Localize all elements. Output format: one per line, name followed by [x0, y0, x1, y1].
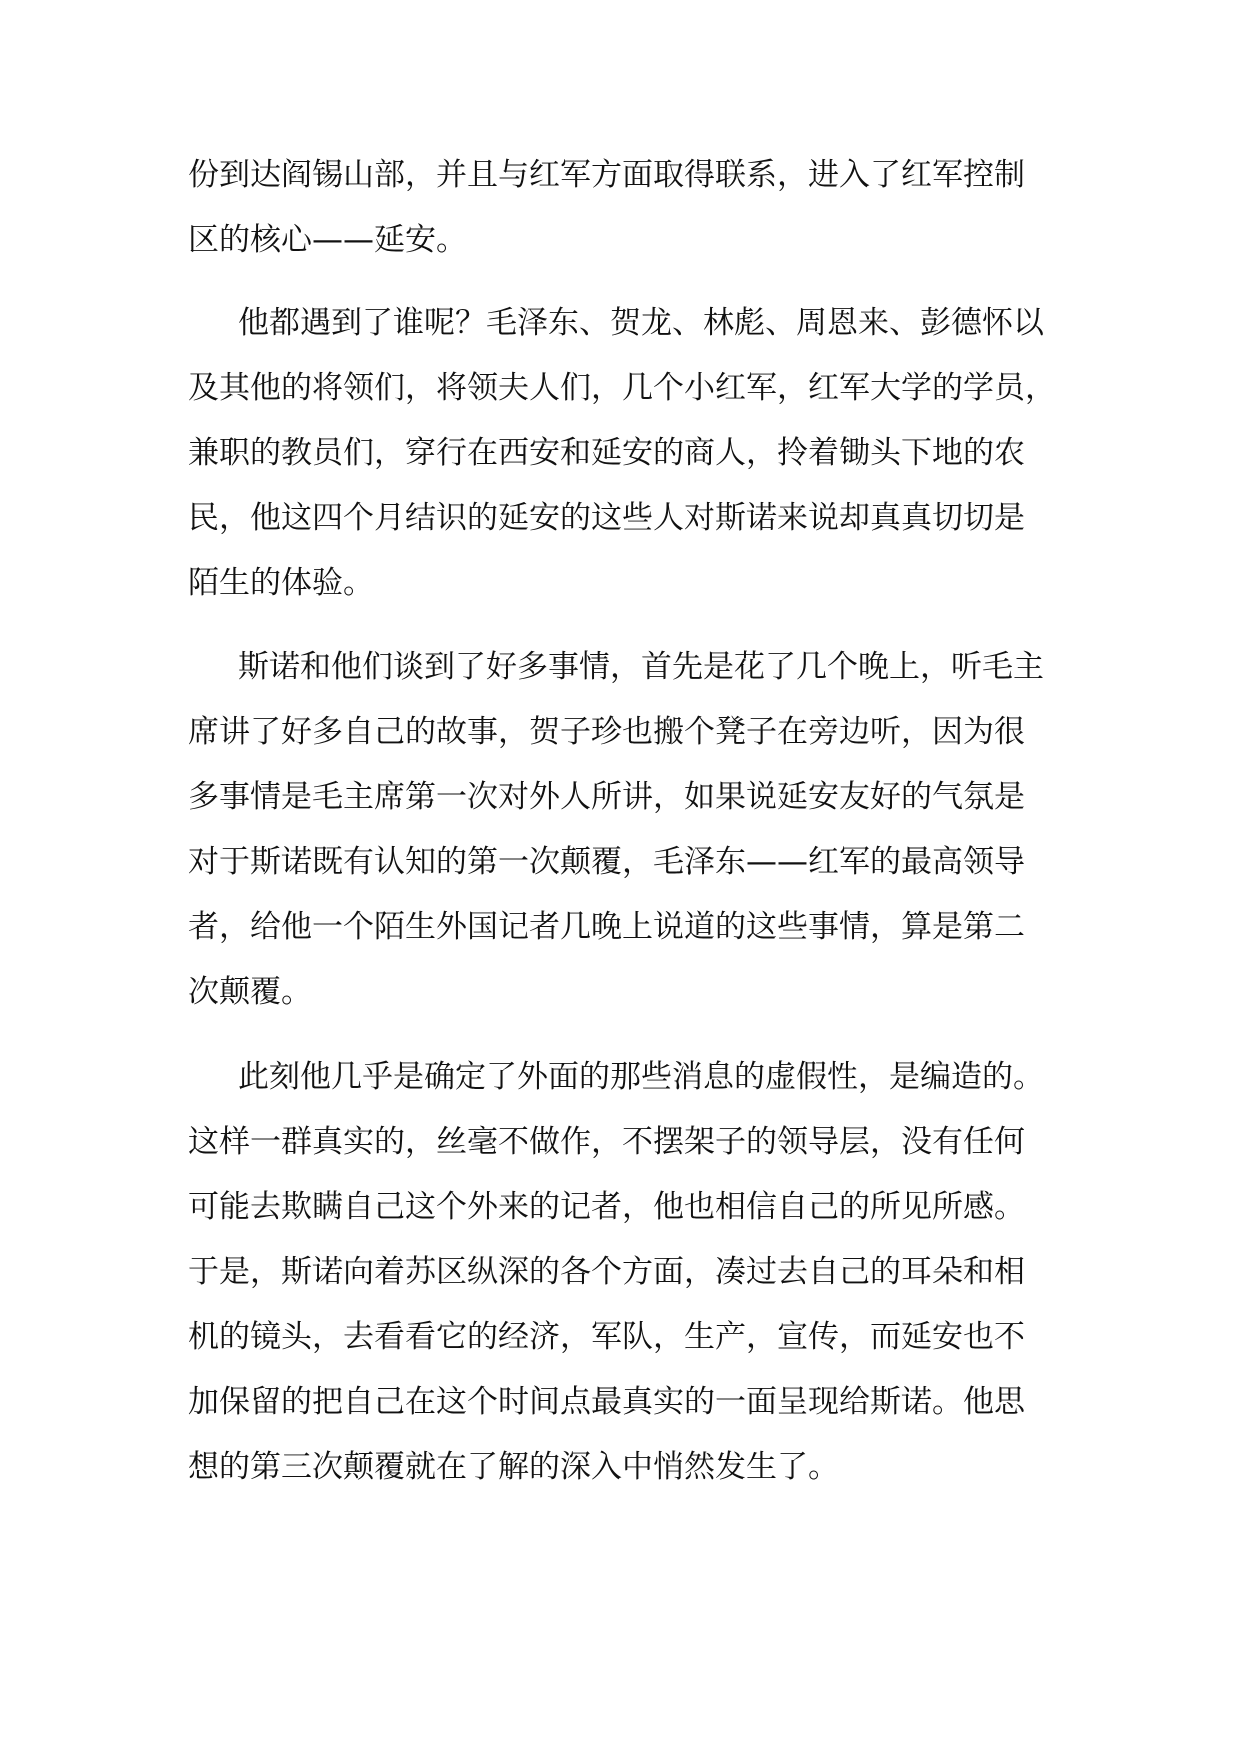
paragraph-line: 者，给他一个陌生外国记者几晚上说道的这些事情，算是第二: [188, 909, 1025, 945]
paragraph-line: 加保留的把自己在这个时间点最真实的一面呈现给斯诺。他思: [188, 1384, 1025, 1420]
paragraph-4: [188, 1045, 1060, 1500]
paragraph-line: 区的核心——延安。: [188, 222, 467, 258]
paragraph-line: 想的第三次颠覆就在了解的深入中悄然发生了。: [188, 1449, 839, 1485]
paragraph-line: 可能去欺瞒自己这个外来的记者，他也相信自己的所见所感。: [188, 1189, 1025, 1225]
paragraph-line: 这样一群真实的，丝毫不做作，不摆架子的领导层，没有任何: [188, 1124, 1025, 1160]
paragraph-1: [188, 143, 1060, 273]
paragraph-line: 此刻他几乎是确定了外面的那些消息的虚假性，是编造的。: [238, 1059, 1044, 1095]
paragraph-line: 陌生的体验。: [188, 565, 374, 601]
paragraph-line: 及其他的将领们，将领夫人们，几个小红军，红军大学的学员，: [188, 370, 1056, 406]
paragraph-line: 民，他这四个月结识的延安的这些人对斯诺来说却真真切切是: [188, 500, 1025, 536]
paragraph-2: [188, 291, 1060, 616]
paragraph-line: 兼职的教员们，穿行在西安和延安的商人，拎着锄头下地的农: [188, 435, 1025, 471]
paragraph-line: 份到达阎锡山部，并且与红军方面取得联系，进入了红军控制: [188, 157, 1025, 193]
paragraph-line: 机的镜头，去看看它的经济，军队，生产，宣传，而延安也不: [188, 1319, 1025, 1355]
paragraph-line: 次颠覆。: [188, 974, 312, 1010]
paragraph-line: 他都遇到了谁呢？毛泽东、贺龙、林彪、周恩来、彭德怀以: [238, 305, 1044, 341]
paragraph-line: 于是，斯诺向着苏区纵深的各个方面，凑过去自己的耳朵和相: [188, 1254, 1025, 1290]
paragraph-line: 斯诺和他们谈到了好多事情，首先是花了几个晚上，听毛主: [238, 649, 1044, 685]
paragraph-line: 对于斯诺既有认知的第一次颠覆，毛泽东——红军的最高领导: [188, 844, 1025, 880]
paragraph-3: [188, 635, 1060, 1025]
paragraph-line: 多事情是毛主席第一次对外人所讲，如果说延安友好的气氛是: [188, 779, 1025, 815]
paragraph-line: 席讲了好多自己的故事，贺子珍也搬个凳子在旁边听，因为很: [188, 714, 1025, 750]
